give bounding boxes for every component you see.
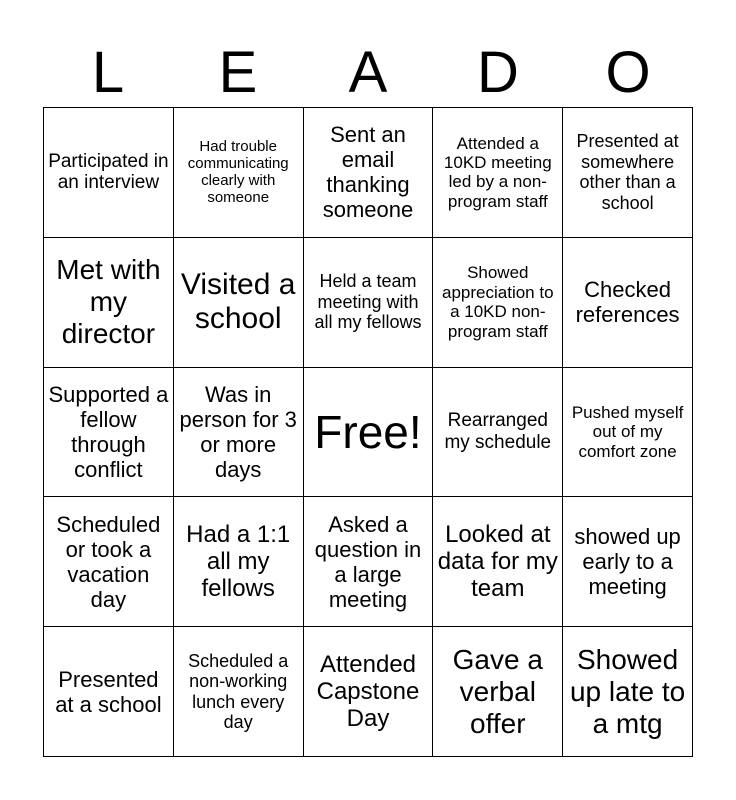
cell-text: Asked a question in a large meeting <box>314 511 422 612</box>
cell-text: Checked references <box>575 277 680 328</box>
header-letter-e: E <box>218 40 258 105</box>
bingo-cell <box>44 497 174 627</box>
bingo-cell <box>433 627 563 757</box>
cell-text: Pushed myself out of my comfort zone <box>571 402 684 461</box>
free-space-text: Free! <box>314 405 422 458</box>
cell-text: Met with my director <box>56 254 161 350</box>
bingo-cell <box>563 108 693 238</box>
cell-text: Rearranged my schedule <box>444 410 552 453</box>
bingo-cell-free <box>304 368 434 498</box>
cell-text: showed up early to a meeting <box>574 524 681 600</box>
cell-text: Gave a verbal offer <box>452 643 543 739</box>
cell-text: Visited a school <box>180 268 296 336</box>
cell-text: Showed appreciation to a 10KD non-program staff <box>442 263 554 341</box>
cell-text: Had trouble communicating clearly with someone <box>187 138 289 207</box>
cell-text: Scheduled or took a vacation day <box>56 511 161 612</box>
bingo-board <box>43 107 693 757</box>
bingo-header <box>43 38 693 108</box>
bingo-cell <box>563 368 693 498</box>
bingo-cell <box>44 627 174 757</box>
cell-text: Attended Capstone Day <box>316 650 420 733</box>
cell-text: Supported a fellow through conflict <box>48 381 169 483</box>
bingo-cell <box>433 368 563 498</box>
bingo-cell <box>433 497 563 627</box>
cell-text: Looked at data for my team <box>437 520 558 603</box>
bingo-cell <box>304 627 434 757</box>
cell-text: Was in person for 3 or more days <box>179 381 297 483</box>
bingo-cell <box>433 238 563 368</box>
cell-text: Attended a 10KD meeting led by a non-program staff <box>443 133 552 211</box>
bingo-cell <box>304 238 434 368</box>
bingo-cell <box>563 627 693 757</box>
bingo-cell <box>44 238 174 368</box>
cell-text: Had a 1:1 all my fellows <box>186 520 291 603</box>
bingo-cell <box>174 627 304 757</box>
bingo-cell <box>563 238 693 368</box>
bingo-cell <box>433 108 563 238</box>
cell-text: Sent an email thanking someone <box>322 122 414 223</box>
bingo-cell <box>174 108 304 238</box>
bingo-cell <box>304 497 434 627</box>
bingo-cell <box>174 238 304 368</box>
header-letter-o: O <box>605 40 651 105</box>
header-letter-d: D <box>477 40 519 105</box>
bingo-cell <box>174 368 304 498</box>
cell-text: Presented at somewhere other than a school <box>576 131 679 213</box>
bingo-cell <box>44 368 174 498</box>
cell-text: Participated in an interview <box>48 150 169 194</box>
bingo-cell <box>563 497 693 627</box>
bingo-cell <box>44 108 174 238</box>
cell-text: Scheduled a non-working lunch every day <box>188 650 289 733</box>
header-letter-a: A <box>348 40 388 105</box>
cell-text: Held a team meeting with all my fellows <box>314 271 422 333</box>
bingo-cell <box>304 108 434 238</box>
cell-text: Showed up late to a mtg <box>569 643 686 739</box>
cell-text: Presented at a school <box>55 666 162 717</box>
header-letter-l: L <box>91 40 125 105</box>
bingo-cell <box>174 497 304 627</box>
